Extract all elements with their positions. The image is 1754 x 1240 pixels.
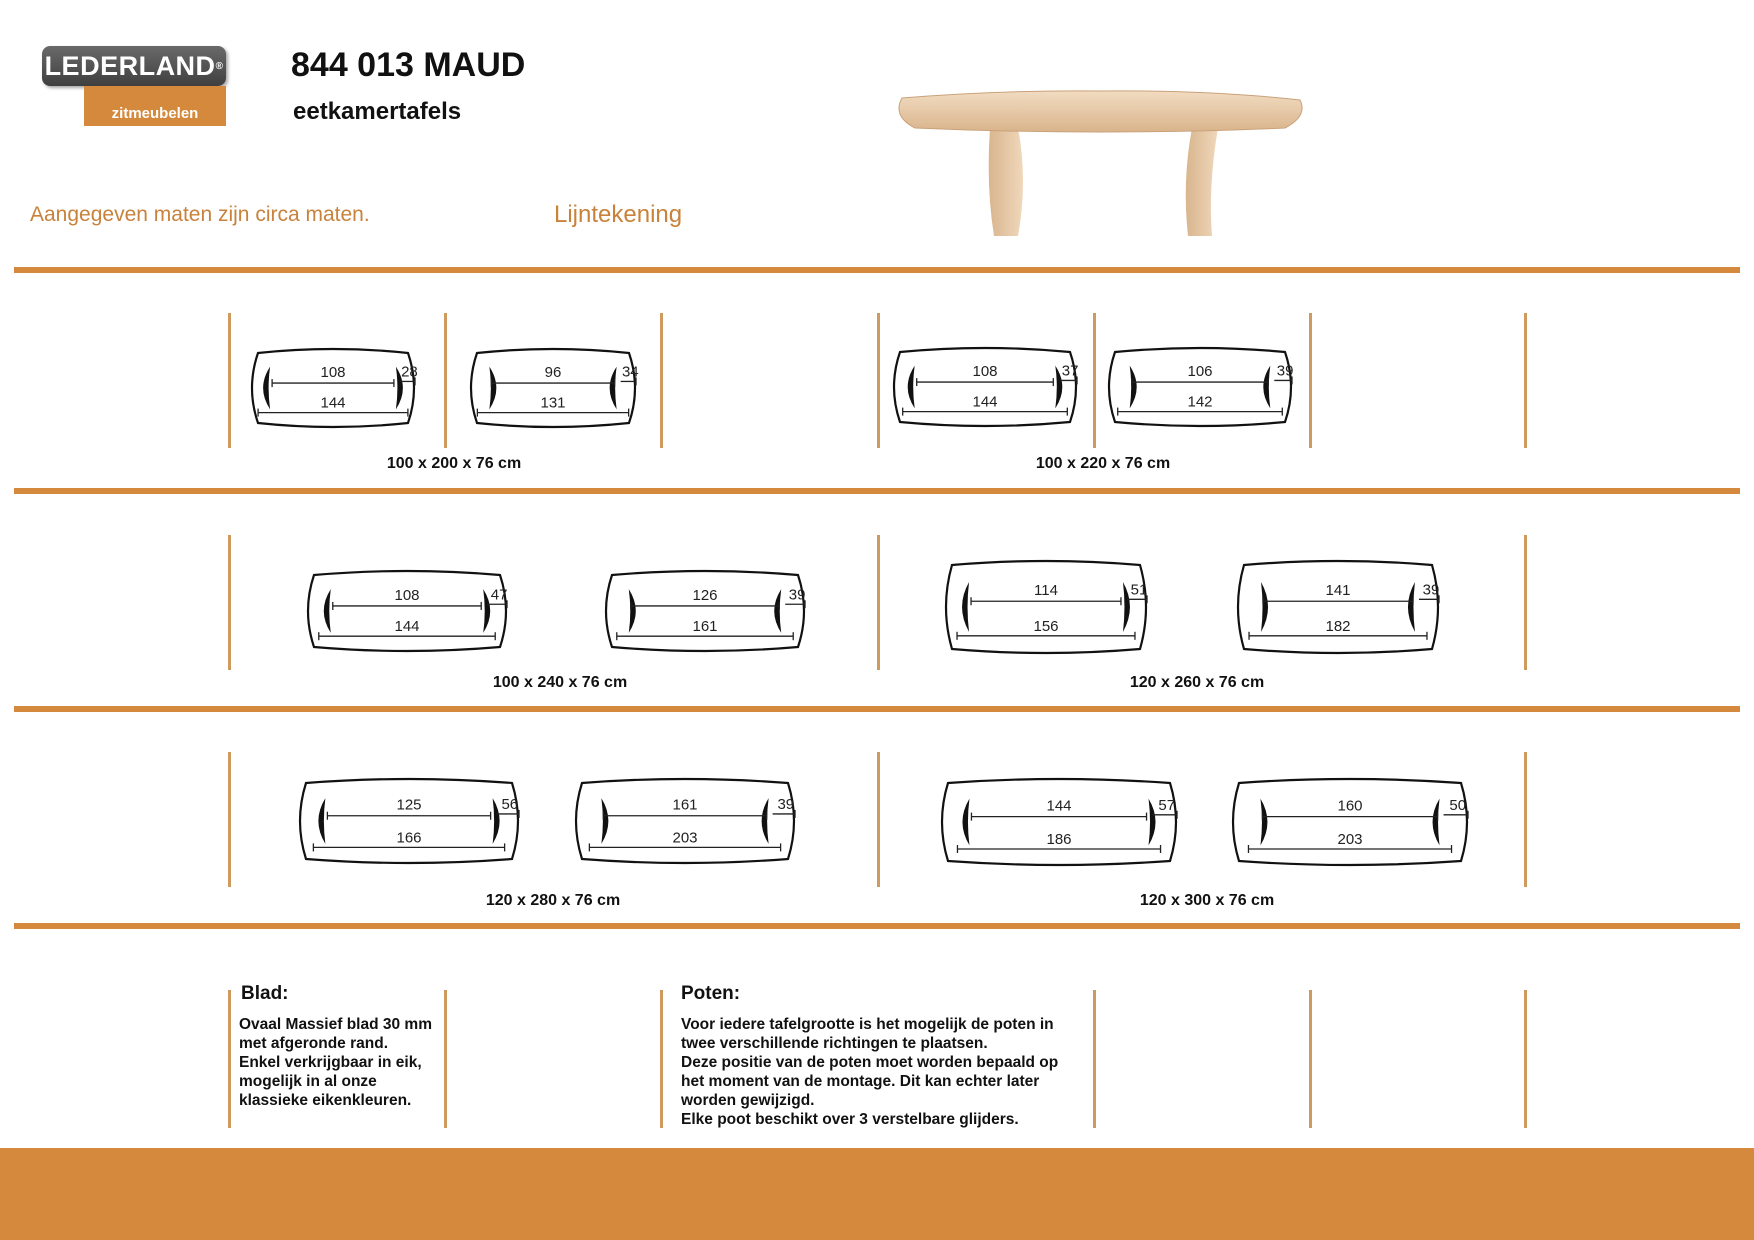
outer-dimension-label: 161 xyxy=(692,618,718,636)
table-diagram xyxy=(1238,561,1439,653)
side-dimension-label: 34 xyxy=(621,363,639,381)
outer-dimension-label: 186 xyxy=(1046,831,1072,848)
table-diagram xyxy=(894,348,1078,426)
blad-line: klassieke eikenkleuren. xyxy=(239,1092,412,1109)
inner-dimension-label: 125 xyxy=(396,796,422,814)
inner-dimension-label: 106 xyxy=(1187,363,1213,381)
outer-dimension-label: 203 xyxy=(1337,831,1363,848)
outer-dimension-label: 131 xyxy=(540,394,566,412)
inner-dimension-label: 108 xyxy=(972,363,998,381)
poten-line: Voor iedere tafelgrootte is het mogelijk de poten in xyxy=(681,1016,1054,1033)
poten-text xyxy=(681,1015,1058,1129)
inner-dimension-label: 96 xyxy=(544,364,562,382)
blad-text xyxy=(239,1015,432,1110)
table-diagram xyxy=(606,571,805,651)
product-title: 844 013 MAUD xyxy=(291,46,526,84)
side-dimension-label: 39 xyxy=(1276,362,1294,380)
outer-dimension-label: 144 xyxy=(394,618,420,636)
side-dimension-label: 50 xyxy=(1449,796,1467,814)
table-diagram xyxy=(942,779,1177,865)
poten-line: het moment van de montage. Dit kan echter later xyxy=(681,1073,1040,1090)
inner-dimension-label: 114 xyxy=(1034,582,1058,600)
poten-line: Deze positie van de poten moet worden bepaald op xyxy=(681,1054,1059,1071)
table-diagram xyxy=(946,561,1147,653)
size-caption: 100 x 220 x 76 cm xyxy=(1035,455,1171,472)
outer-dimension-label: 144 xyxy=(972,393,998,411)
logo-name: LEDERLAND ® xyxy=(42,46,226,86)
footer-band xyxy=(0,1148,1754,1240)
size-caption: 120 x 260 x 76 cm xyxy=(1129,674,1265,691)
table-top-outline xyxy=(942,779,1176,865)
blad-line: mogelijk in al onze xyxy=(239,1073,377,1090)
side-dimension-label: 39 xyxy=(777,795,795,813)
inner-dimension-label: 126 xyxy=(692,586,718,604)
outer-dimension-label: 156 xyxy=(1033,617,1059,635)
size-caption: 120 x 280 x 76 cm xyxy=(485,892,621,909)
table-diagram xyxy=(1233,779,1468,865)
outer-dimension-label: 142 xyxy=(1187,393,1213,411)
table-diagram xyxy=(1109,348,1293,426)
side-dimension-label: 39 xyxy=(788,586,806,604)
table-top-outline xyxy=(252,349,414,427)
size-caption: 100 x 240 x 76 cm xyxy=(492,674,628,691)
table-top-outline xyxy=(576,779,794,863)
dimension-note: Aangegeven maten zijn circa maten. xyxy=(30,203,370,226)
side-dimension-label: 37 xyxy=(1061,362,1079,380)
blad-line: Enkel verkrijgbaar in eik, xyxy=(239,1054,422,1071)
poten-line: worden gewijzigd. xyxy=(681,1092,815,1109)
side-dimension-label: 51 xyxy=(1130,581,1148,599)
inner-dimension-label: 108 xyxy=(320,364,346,382)
inner-dimension-label: 161 xyxy=(672,796,698,814)
table-top-outline xyxy=(1233,779,1467,865)
inner-dimension-label: 108 xyxy=(394,586,420,604)
side-dimension-label: 57 xyxy=(1158,796,1176,814)
table-top-outline xyxy=(894,348,1076,426)
table-diagram xyxy=(300,779,519,863)
poten-heading: Poten: xyxy=(681,983,741,1004)
inner-dimension-label: 144 xyxy=(1046,797,1072,815)
logo-subtitle: zitmeubelen xyxy=(84,86,226,126)
blad-line: Ovaal Massief blad 30 mm xyxy=(239,1016,432,1033)
table-diagram xyxy=(471,349,639,427)
side-dimension-label: 47 xyxy=(490,586,508,604)
blad-line: met afgeronde rand. xyxy=(239,1035,388,1052)
outer-dimension-label: 182 xyxy=(1325,617,1351,635)
inner-dimension-label: 160 xyxy=(1337,797,1363,815)
poten-line: Elke poot beschikt over 3 verstelbare glijders. xyxy=(681,1111,1019,1128)
product-subtitle: eetkamertafels xyxy=(293,98,462,125)
outer-dimension-label: 203 xyxy=(672,829,698,847)
side-dimension-label: 56 xyxy=(501,795,519,813)
outer-dimension-label: 144 xyxy=(320,394,346,412)
table-diagram xyxy=(252,349,418,427)
blad-heading: Blad: xyxy=(241,983,289,1004)
table-diagram xyxy=(308,571,507,651)
size-caption: 100 x 200 x 76 cm xyxy=(386,455,522,472)
poten-line: twee verschillende richtingen te plaatsen. xyxy=(681,1035,988,1052)
table-top-outline xyxy=(300,779,518,863)
side-dimension-label: 28 xyxy=(401,363,418,381)
line-drawing-label: Lijntekening xyxy=(554,201,683,228)
outer-dimension-label: 166 xyxy=(396,829,422,847)
side-dimension-label: 39 xyxy=(1422,581,1440,599)
table-top-outline xyxy=(946,561,1146,653)
table-diagram xyxy=(576,779,795,863)
inner-dimension-label: 141 xyxy=(1325,582,1351,600)
table-top-outline xyxy=(308,571,506,651)
size-caption: 120 x 300 x 76 cm xyxy=(1139,892,1275,909)
